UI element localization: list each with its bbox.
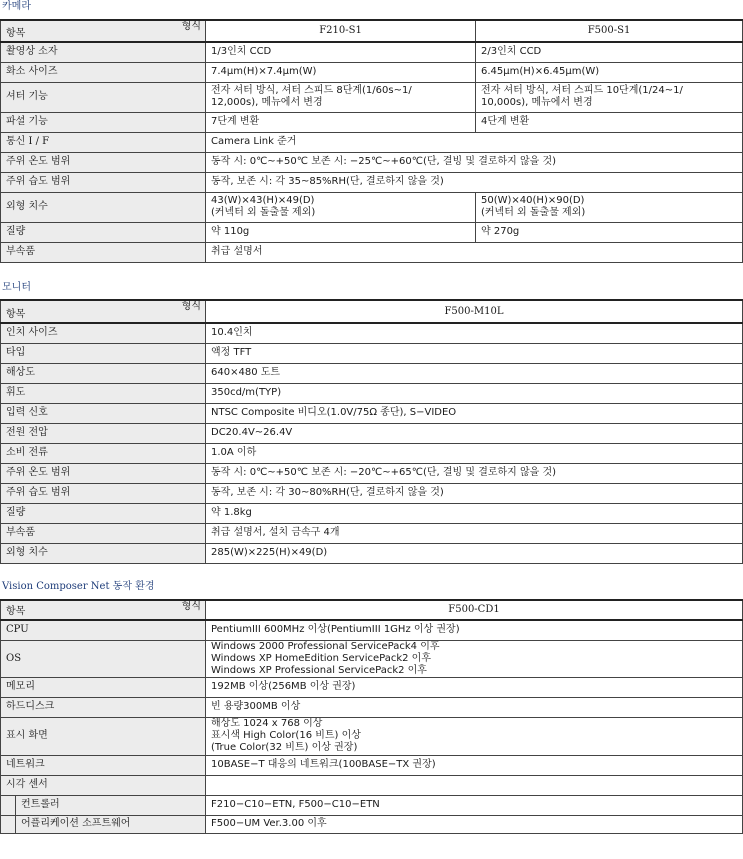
camera-spec-table bbox=[0, 19, 743, 263]
cell-line: 50(W)×40(H)×90(D) bbox=[481, 195, 585, 206]
row-label: 촬영상 소자 bbox=[1, 42, 206, 62]
row-label-text: 컨트롤러 bbox=[21, 799, 60, 810]
cell-line: 4단계 변환 bbox=[481, 116, 530, 127]
table-row bbox=[1, 112, 743, 132]
header-form-label: 형식 bbox=[181, 301, 201, 312]
monitor-spec-table bbox=[0, 299, 743, 564]
cell-line: 12,000s), 메뉴에서 변경 bbox=[211, 97, 323, 108]
table-row bbox=[1, 503, 743, 523]
row-label: 네트워크 bbox=[1, 755, 206, 775]
table-row bbox=[1, 717, 743, 755]
row-value bbox=[206, 815, 743, 833]
row-label: 전원 전압 bbox=[1, 423, 206, 443]
cell-line: 2/3인치 CCD bbox=[481, 46, 542, 58]
cell-line: (True Color(32 비트) 이상 권장) bbox=[211, 742, 358, 753]
cell-line: 1.0A 이하 bbox=[211, 447, 257, 458]
row-label bbox=[1, 815, 206, 833]
row-label: 주위 습도 범위 bbox=[1, 172, 206, 192]
row-value bbox=[206, 343, 743, 363]
cell-line: 약 1.8kg bbox=[211, 507, 252, 518]
row-value bbox=[206, 423, 743, 443]
row-value-f210 bbox=[206, 62, 476, 82]
cell-line: 동작 시: 0℃~+50℃ 보존 시: −25℃~+60℃(단, 결빙 및 결로하지 않을 것) bbox=[211, 156, 557, 167]
cell-line: F210−C10−ETN, F500−C10−ETN bbox=[211, 799, 380, 810]
row-label: 타입 bbox=[1, 343, 206, 363]
table-row bbox=[1, 677, 743, 697]
cell-line: DC20.4V~26.4V bbox=[211, 427, 293, 438]
cell-line: (커넥터 외 돌출물 제외) bbox=[481, 207, 586, 218]
cell-line: 10BASE−T 대응의 네트워크(100BASE−TX 권장) bbox=[211, 759, 436, 770]
cell-line: 43(W)×43(H)×49(D) bbox=[211, 195, 315, 206]
table-row bbox=[1, 222, 743, 242]
indent-divider bbox=[15, 816, 16, 833]
row-value bbox=[206, 323, 743, 343]
cell-line: 동작, 보존 시: 각 30~80%RH(단, 결로하지 않을 것) bbox=[211, 487, 444, 498]
cell-line: 약 270g bbox=[481, 226, 520, 237]
table-header-row bbox=[1, 20, 743, 42]
vcn-spec-table bbox=[0, 599, 743, 834]
row-value-f500 bbox=[476, 62, 743, 82]
row-label: 메모리 bbox=[1, 677, 206, 697]
row-label: 화소 사이즈 bbox=[1, 62, 206, 82]
row-value bbox=[206, 620, 743, 640]
row-label: 주위 습도 범위 bbox=[1, 483, 206, 503]
row-label: 질량 bbox=[1, 503, 206, 523]
row-label: OS bbox=[1, 640, 206, 677]
table-row bbox=[1, 443, 743, 463]
table-header-row bbox=[1, 600, 743, 620]
row-label: 셔터 기능 bbox=[1, 82, 206, 112]
cell-line: Windows XP HomeEdition ServicePack2 이후 bbox=[211, 652, 432, 664]
row-value-f500 bbox=[476, 112, 743, 132]
row-value bbox=[206, 697, 743, 717]
row-value bbox=[206, 503, 743, 523]
row-value bbox=[206, 795, 743, 815]
table-row bbox=[1, 423, 743, 443]
table-row bbox=[1, 697, 743, 717]
table-row bbox=[1, 152, 743, 172]
table-row bbox=[1, 323, 743, 343]
row-value bbox=[206, 172, 743, 192]
cell-line: 해상도 1024 x 768 이상 bbox=[211, 718, 323, 729]
table-row bbox=[1, 383, 743, 403]
row-label: 주위 온도 범위 bbox=[1, 152, 206, 172]
header-item-label: 항목 bbox=[6, 309, 26, 320]
table-row bbox=[1, 755, 743, 775]
cell-line: 350cd/m(TYP) bbox=[211, 387, 282, 398]
row-label: 하드디스크 bbox=[1, 697, 206, 717]
header-item-cell bbox=[1, 300, 206, 323]
table-row bbox=[1, 523, 743, 543]
row-value-f210 bbox=[206, 42, 476, 62]
cell-line: F500−UM Ver.3.00 이후 bbox=[211, 818, 327, 829]
cell-line: 동작, 보존 시: 각 35~85%RH(단, 결로하지 않을 것) bbox=[211, 176, 444, 187]
row-label-text: 어플리케이션 소프트웨어 bbox=[21, 818, 131, 829]
row-value-f500 bbox=[476, 222, 743, 242]
header-form-label: 형식 bbox=[181, 21, 201, 32]
row-label: 주위 온도 범위 bbox=[1, 463, 206, 483]
cell-line: 7단계 변환 bbox=[211, 116, 260, 127]
row-value-f210 bbox=[206, 82, 476, 112]
row-label: 휘도 bbox=[1, 383, 206, 403]
cell-line: 취급 설명서 bbox=[211, 246, 263, 257]
row-value-f500 bbox=[476, 82, 743, 112]
cell-line: 약 110g bbox=[211, 226, 250, 237]
cell-line: Windows 2000 Professional ServicePack4 이후 bbox=[211, 640, 440, 652]
row-value bbox=[206, 483, 743, 503]
table-row bbox=[1, 463, 743, 483]
row-value bbox=[206, 132, 743, 152]
row-value bbox=[206, 363, 743, 383]
row-value bbox=[206, 403, 743, 423]
header-form-label: 형식 bbox=[181, 601, 201, 612]
cell-line: 동작 시: 0℃~+50℃ 보존 시: −20℃~+65℃(단, 결빙 및 결로하지 않을 것) bbox=[211, 467, 557, 478]
camera-section-title: 카메라 bbox=[2, 1, 31, 12]
cell-line: 전자 셔터 방식, 셔터 스피드 10단계(1/24~1/ bbox=[481, 85, 683, 96]
header-model-cell: F500-CD1 bbox=[206, 600, 743, 620]
cell-line: 7.4μm(H)×7.4μm(W) bbox=[211, 66, 317, 77]
row-label: 시각 센서 bbox=[1, 775, 206, 795]
row-value-f210 bbox=[206, 222, 476, 242]
table-row bbox=[1, 775, 743, 795]
row-label: 파셜 기능 bbox=[1, 112, 206, 132]
row-value bbox=[206, 443, 743, 463]
row-label: 소비 전류 bbox=[1, 443, 206, 463]
cell-line: 285(W)×225(H)×49(D) bbox=[211, 547, 328, 558]
table-row bbox=[1, 242, 743, 262]
row-value bbox=[206, 463, 743, 483]
table-row bbox=[1, 42, 743, 62]
row-label: 입력 신호 bbox=[1, 403, 206, 423]
row-label: 질량 bbox=[1, 222, 206, 242]
cell-line: 10.4인치 bbox=[211, 327, 253, 339]
row-value-f500 bbox=[476, 42, 743, 62]
row-label: 표시 화면 bbox=[1, 717, 206, 755]
cell-line: Camera Link 준거 bbox=[211, 136, 297, 147]
cell-line: 10,000s), 메뉴에서 변경 bbox=[481, 97, 593, 108]
cell-line: 6.45μm(H)×6.45μm(W) bbox=[481, 66, 600, 77]
row-value-f210 bbox=[206, 112, 476, 132]
table-header-row bbox=[1, 300, 743, 323]
row-value bbox=[206, 523, 743, 543]
table-row bbox=[1, 815, 743, 833]
table-row bbox=[1, 483, 743, 503]
row-label: 통신 I / F bbox=[1, 132, 206, 152]
row-value bbox=[206, 383, 743, 403]
row-label: 인치 사이즈 bbox=[1, 323, 206, 343]
vcn-section-title: Vision Composer Net 동작 환경 bbox=[2, 581, 155, 592]
row-value bbox=[206, 775, 743, 795]
row-value bbox=[206, 755, 743, 775]
cell-line: 1/3인치 CCD bbox=[211, 46, 272, 58]
header-item-cell bbox=[1, 20, 206, 42]
row-value bbox=[206, 543, 743, 563]
header-model-cell: F500-S1 bbox=[476, 20, 743, 42]
row-value bbox=[206, 717, 743, 755]
cell-line: 전자 셔터 방식, 셔터 스피드 8단계(1/60s~1/ bbox=[211, 85, 412, 96]
cell-line: PentiumIII 600MHz 이상(PentiumIII 1GHz 이상 권장) bbox=[211, 624, 460, 636]
row-label bbox=[1, 795, 206, 815]
table-row bbox=[1, 363, 743, 383]
table-row bbox=[1, 543, 743, 563]
table-row bbox=[1, 640, 743, 677]
cell-line: 취급 설명서, 설치 금속구 4개 bbox=[211, 527, 340, 538]
table-row bbox=[1, 82, 743, 112]
row-value bbox=[206, 242, 743, 262]
cell-line: 표시색 High Color(16 비트) 이상 bbox=[211, 730, 361, 741]
row-value-f210 bbox=[206, 192, 476, 222]
cell-line: 640×480 도트 bbox=[211, 367, 281, 378]
table-row bbox=[1, 620, 743, 640]
row-value bbox=[206, 640, 743, 677]
header-item-label: 항목 bbox=[6, 28, 26, 39]
row-label: CPU bbox=[1, 620, 206, 640]
cell-line: 192MB 이상(256MB 이상 권장) bbox=[211, 681, 356, 692]
table-row bbox=[1, 62, 743, 82]
table-row bbox=[1, 403, 743, 423]
table-row bbox=[1, 795, 743, 815]
row-value bbox=[206, 152, 743, 172]
header-model-cell: F210-S1 bbox=[206, 20, 476, 42]
monitor-section-title: 모니터 bbox=[2, 282, 31, 293]
cell-line: (커넥터 외 돌출물 제외) bbox=[211, 207, 316, 218]
row-value-f500 bbox=[476, 192, 743, 222]
table-row bbox=[1, 172, 743, 192]
header-model-cell: F500-M10L bbox=[206, 300, 743, 323]
row-label: 외형 치수 bbox=[1, 192, 206, 222]
table-row bbox=[1, 343, 743, 363]
table-row bbox=[1, 192, 743, 222]
row-label: 해상도 bbox=[1, 363, 206, 383]
header-item-label: 항목 bbox=[6, 606, 26, 617]
cell-line: Windows XP Professional ServicePack2 이후 bbox=[211, 664, 427, 676]
row-label: 외형 치수 bbox=[1, 543, 206, 563]
cell-line: 빈 용량300MB 이상 bbox=[211, 701, 301, 712]
row-label: 부속품 bbox=[1, 523, 206, 543]
header-item-cell bbox=[1, 600, 206, 620]
cell-line: 액정 TFT bbox=[211, 347, 252, 358]
cell-line: NTSC Composite 비디오(1.0V/75Ω 종단), S−VIDEO bbox=[211, 407, 457, 418]
row-label: 부속품 bbox=[1, 242, 206, 262]
indent-divider bbox=[15, 796, 16, 815]
table-row bbox=[1, 132, 743, 152]
row-value bbox=[206, 677, 743, 697]
